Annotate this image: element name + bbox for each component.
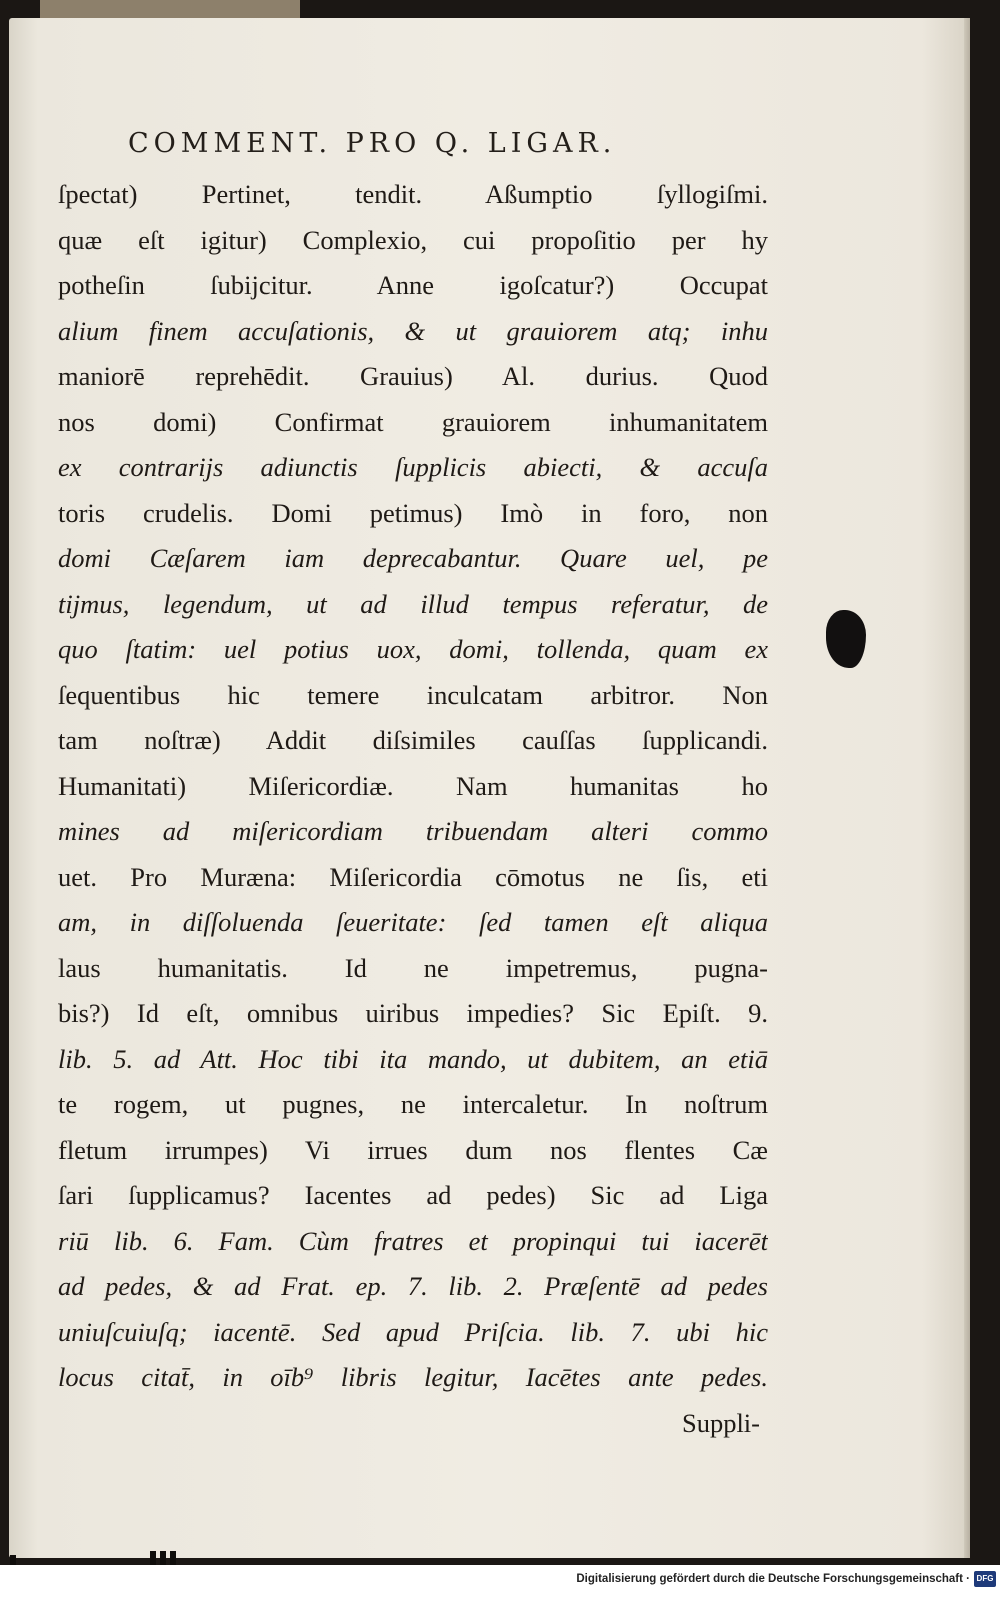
text-line: uniuſcuiuſq; iacentē. Sed apud Priſcia. lib. 7. ubi hic xyxy=(58,1316,768,1347)
text-line: bis?) Id eſt, omnibus uiribus impedies? Sic Epiſt. 9. xyxy=(58,998,768,1028)
text-line: ad pedes, & ad Frat. ep. 7. lib. 2. Præſentē ad pedes xyxy=(58,1271,768,1301)
text-line: nos domi) Confirmat grauiorem inhumanitatem xyxy=(58,406,768,437)
text-line: quæ eſt igitur) Complexio, cui propoſitio per hy xyxy=(58,224,768,255)
ink-blot xyxy=(826,610,866,668)
text-line: laus humanitatis. Id ne impetremus, pugna- xyxy=(58,952,768,983)
text-line: alium finem accuſationis, & ut grauiorem atq; inhu xyxy=(58,315,768,346)
text-line: te rogem, ut pugnes, ne intercaletur. In noſtrum xyxy=(58,1089,768,1119)
catchword: Suppli- xyxy=(681,1407,760,1438)
dfg-logo-icon: DFG xyxy=(974,1571,996,1587)
text-line: riū lib. 6. Fam. Cùm fratres et propinqui tui iacerēt xyxy=(58,1225,768,1256)
scan-mark xyxy=(170,1551,176,1565)
text-line: ſequentibus hic temere inculcatam arbitror. Non xyxy=(58,679,768,710)
text-line: tam noſtræ) Addit diſsimiles cauſſas ſupplicandi. xyxy=(58,725,768,755)
text-line: lib. 5. ad Att. Hoc tibi ita mando, ut dubitem, an etiā xyxy=(58,1043,768,1074)
text-line: quo ſtatim: uel potius uox, domi, tollenda, quam ex xyxy=(58,634,768,664)
page-bottom-marks xyxy=(8,1533,208,1565)
page-edge-shadow xyxy=(964,18,970,1558)
text-line: Humanitati) Miſericordiæ. Nam humanitas ho xyxy=(58,770,768,801)
book-cover-edge xyxy=(40,0,300,18)
text-line: mines ad miſericordiam tribuendam alteri commo xyxy=(58,816,768,846)
text-line: am, in diſſoluenda ſeueritate: ſed tamen eſt aliqua xyxy=(58,907,768,937)
scan-mark xyxy=(160,1551,166,1565)
text-line: domi Cæſarem iam deprecabantur. Quare uel, pe xyxy=(58,543,768,573)
text-line: maniorē reprehēdit. Grauius) Al. durius. Quod xyxy=(58,361,768,391)
text-line: potheſin ſubijcitur. Anne igoſcatur?) Occupat xyxy=(58,270,768,300)
text-line: locus citat̄, in oīb⁹ libris legitur, Iacētes ante pedes. xyxy=(58,1362,768,1392)
page-body-text xyxy=(58,172,768,1446)
text-line: ſari ſupplicamus? Iacentes ad pedes) Sic ad Liga xyxy=(58,1180,768,1210)
text-line: tijmus, legendum, ut ad illud tempus referatur, de xyxy=(58,588,768,619)
running-title: COMMENT. PRO Q. LIGAR. xyxy=(128,128,617,159)
text-line: toris crudelis. Domi petimus) Imò in foro, non xyxy=(58,497,768,528)
text-line: ſpectat) Pertinet, tendit. Aßumptio ſyllogiſmi. xyxy=(58,179,768,209)
scan-mark xyxy=(10,1555,16,1565)
text-line: uet. Pro Muræna: Miſericordia cōmotus ne ſis, eti xyxy=(58,861,768,892)
footer-bar xyxy=(0,1565,1000,1597)
text-line: fletum irrumpes) Vi irrues dum nos flentes Cæ xyxy=(58,1134,768,1165)
text-line: ex contrarijs adiunctis ſupplicis abiecti, & accuſa xyxy=(58,452,768,482)
digitization-credit: Digitalisierung gefördert durch die Deutsche Forschungsgemeinschaft · xyxy=(576,1573,970,1585)
scan-mark xyxy=(150,1551,156,1565)
